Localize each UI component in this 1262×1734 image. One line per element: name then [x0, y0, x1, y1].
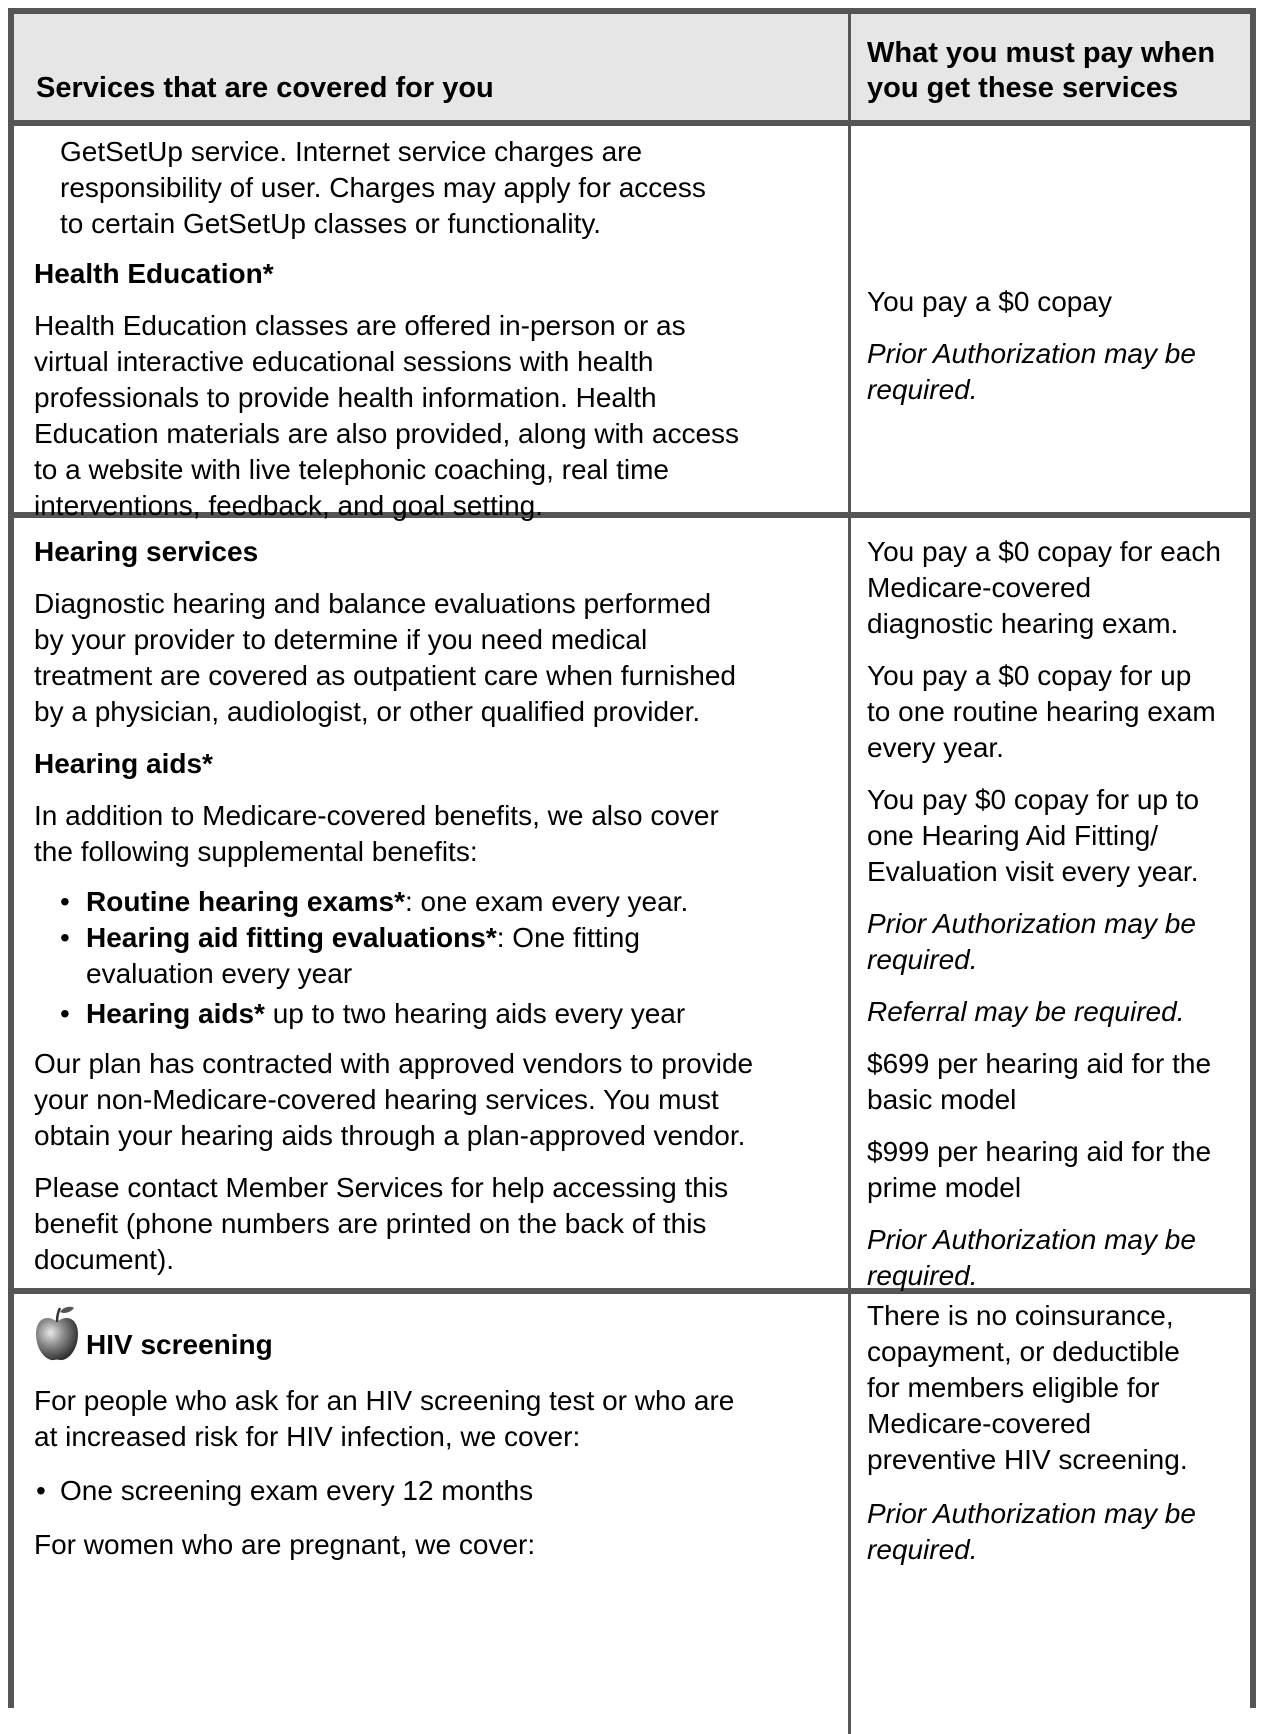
text-line: professionals to provide health information. Health: [34, 382, 657, 413]
bullet-text: evaluation every year: [86, 958, 353, 989]
text-line: prime model: [867, 1172, 1022, 1203]
text-line: Please contact Member Services for help accessing this: [34, 1172, 729, 1203]
bullet-text: One screening exam every 12 months: [60, 1475, 534, 1506]
text-line: In addition to Medicare-covered benefits, we also cover: [34, 800, 719, 831]
text-line: copayment, or deductible: [867, 1336, 1180, 1367]
hearing-aids-title: Hearing aids*: [34, 748, 213, 779]
text-line: Prior Authorization may be: [867, 908, 1196, 939]
text-line: to certain GetSetUp classes or functionality.: [60, 208, 602, 239]
text-line: You pay a $0 copay for each: [867, 536, 1221, 567]
bullet-icon: •: [60, 998, 70, 1029]
table-row: [14, 1294, 1250, 1734]
contact-note: [34, 1170, 834, 1278]
bullet-text: : One fitting: [496, 922, 640, 953]
apple-icon: [34, 1304, 80, 1367]
text-line: Medicare-covered: [867, 1408, 1092, 1439]
text-line: by your provider to determine if you need medical: [34, 624, 648, 655]
hearing-aids-intro: [34, 798, 834, 870]
bullet-icon: •: [60, 922, 70, 953]
services-cell: [14, 126, 851, 524]
text-line: GetSetUp service. Internet service charges are: [60, 136, 643, 167]
text-line: Prior Authorization may be: [867, 1498, 1196, 1529]
list-item: [34, 1473, 834, 1509]
text-line: Medicare-covered: [867, 572, 1092, 603]
prior-authorization-note: [867, 336, 1236, 408]
list-item: [34, 884, 834, 920]
benefits-table: [8, 8, 1256, 1708]
header-pay-line1: What you must pay when: [867, 37, 1216, 69]
text-line: by a physician, audiologist, or other qualified provider.: [34, 696, 701, 727]
table-row: [14, 126, 1250, 521]
text-line: at increased risk for HIV infection, we cover:: [34, 1421, 581, 1452]
cost-cell: [851, 1294, 1250, 1734]
routine-exam-cost: [867, 658, 1236, 766]
text-line: required.: [867, 1260, 978, 1291]
text-line: You pay a $0 copay for up: [867, 660, 1192, 691]
text-line: There is no coinsurance,: [867, 1300, 1174, 1331]
text-line: benefit (phone numbers are printed on the back of this: [34, 1208, 707, 1239]
hiv-cost: [867, 1298, 1236, 1478]
bullet-bold: Hearing aid fitting evaluations*: [86, 922, 497, 953]
prior-authorization-note: [867, 906, 1236, 978]
text-line: your non-Medicare-covered hearing services. You must: [34, 1084, 719, 1115]
header-what-you-pay: [851, 14, 1250, 120]
vendor-note: [34, 1046, 834, 1154]
prime-model-cost: [867, 1134, 1236, 1206]
text-line: to one routine hearing exam: [867, 696, 1216, 727]
text-line: Evaluation visit every year.: [867, 856, 1199, 887]
text-line: required.: [867, 1534, 978, 1565]
cost-cell: [851, 518, 1250, 1294]
list-item: [34, 920, 834, 992]
hearing-services-title: Hearing services: [34, 536, 259, 567]
text-line: preventive HIV screening.: [867, 1444, 1188, 1475]
prior-authorization-note: [867, 1222, 1236, 1294]
text-line: one Hearing Aid Fitting/: [867, 820, 1159, 851]
bullet-bold: Routine hearing exams*: [86, 886, 405, 917]
header-pay-line2: you get these services: [867, 72, 1179, 104]
text-line: responsibility of user. Charges may apply for access: [60, 172, 706, 203]
text-line: required.: [867, 374, 978, 405]
services-cell: [14, 518, 851, 1294]
text-line: diagnostic hearing exam.: [867, 608, 1179, 639]
bullet-icon: •: [36, 1475, 46, 1506]
list-item: [34, 996, 834, 1032]
bullet-icon: •: [60, 886, 70, 917]
services-cell: [14, 1294, 851, 1734]
text-line: Diagnostic hearing and balance evaluations performed: [34, 588, 712, 619]
text-line: document).: [34, 1244, 175, 1275]
hearing-description: [34, 586, 834, 730]
text-line: interventions, feedback, and goal setting.: [34, 490, 544, 521]
hiv-screening-title: HIV screening: [86, 1329, 273, 1360]
bullet-text: up to two hearing aids every year: [264, 998, 686, 1029]
supplemental-benefits-list: [34, 884, 834, 1032]
health-education-description: [34, 308, 834, 524]
hiv-title-row: [34, 1304, 834, 1367]
text-line: $999 per hearing aid for the: [867, 1136, 1212, 1167]
text-line: treatment are covered as outpatient care when furnished: [34, 660, 736, 691]
text-line: Health Education classes are offered in-person or as: [34, 310, 686, 341]
hiv-coverage-list: [34, 1473, 834, 1509]
text-line: required.: [867, 944, 978, 975]
basic-model-cost: [867, 1046, 1236, 1118]
hiv-intro: [34, 1383, 834, 1455]
text-line: $699 per hearing aid for the: [867, 1048, 1212, 1079]
table-row: [14, 518, 1250, 1294]
text-line: basic model: [867, 1084, 1017, 1115]
getsetup-continuation: [34, 134, 834, 242]
diagnostic-exam-cost: [867, 534, 1236, 642]
cost-cell: [851, 126, 1250, 524]
pregnant-coverage-intro: For women who are pregnant, we cover:: [34, 1529, 536, 1560]
prior-authorization-note: [867, 1496, 1236, 1568]
text-line: For people who ask for an HIV screening test or who are: [34, 1385, 735, 1416]
bullet-text: : one exam every year.: [404, 886, 689, 917]
bullet-bold: Hearing aids*: [86, 998, 265, 1029]
text-line: Education materials are also provided, along with access: [34, 418, 740, 449]
text-line: Prior Authorization may be: [867, 338, 1196, 369]
text-line: obtain your hearing aids through a plan-approved vendor.: [34, 1120, 746, 1151]
text-line: Our plan has contracted with approved vendors to provide: [34, 1048, 754, 1079]
text-line: the following supplemental benefits:: [34, 836, 478, 867]
table-header: [14, 14, 1250, 126]
text-line: Prior Authorization may be: [867, 1224, 1196, 1255]
health-copay: You pay a $0 copay: [867, 286, 1112, 317]
header-services-covered: Services that are covered for you: [14, 14, 851, 120]
fitting-evaluation-cost: [867, 782, 1236, 890]
text-line: to a website with live telephonic coaching, real time: [34, 454, 670, 485]
text-line: every year.: [867, 732, 1004, 763]
health-education-title: Health Education*: [34, 258, 274, 289]
text-line: You pay $0 copay for up to: [867, 784, 1200, 815]
text-line: virtual interactive educational sessions with health: [34, 346, 654, 377]
text-line: for members eligible for: [867, 1372, 1160, 1403]
referral-note: Referral may be required.: [867, 996, 1185, 1027]
